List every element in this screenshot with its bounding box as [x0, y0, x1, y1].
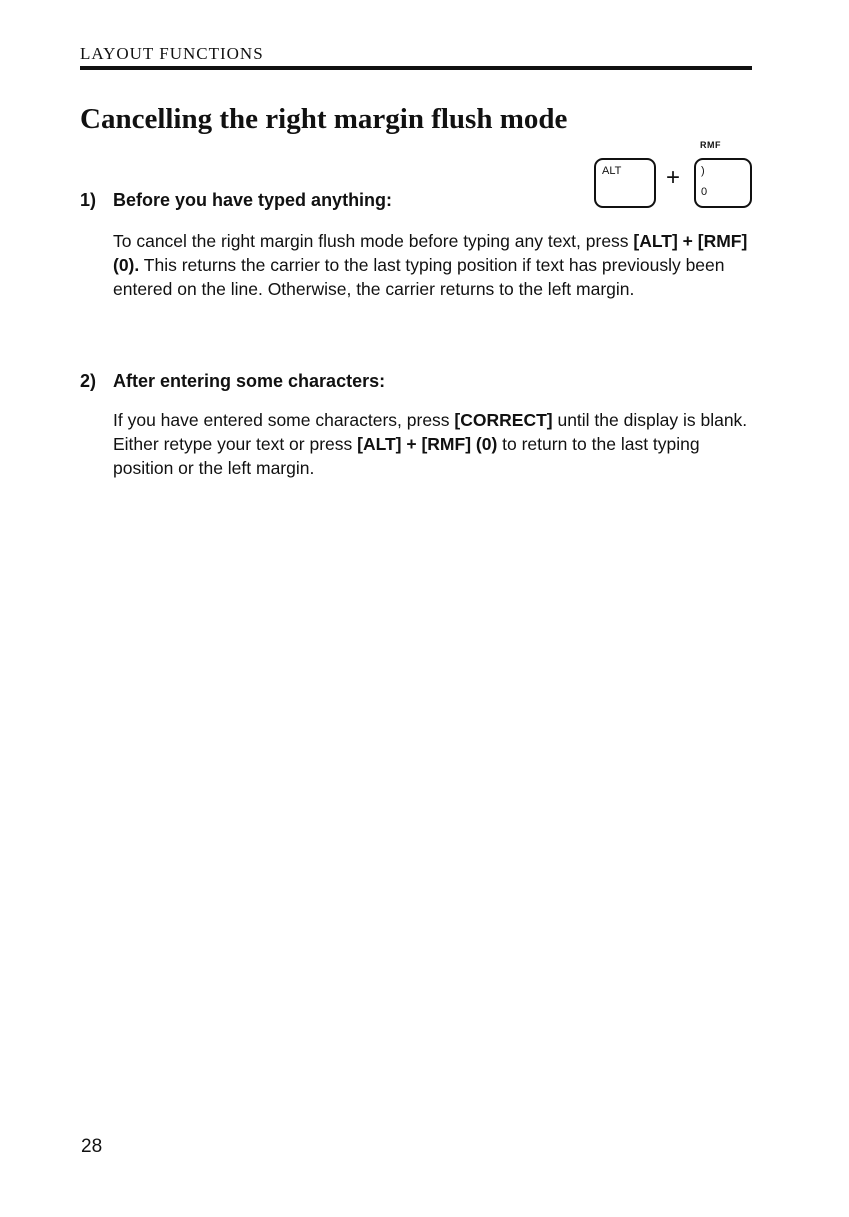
section-heading-text: Before you have typed anything:: [113, 190, 393, 210]
rmf-key-bottom-label: 0: [701, 186, 708, 198]
section-number: 2): [80, 371, 97, 391]
section-heading-text: After entering some characters:: [113, 371, 386, 391]
alt-key-icon: [594, 158, 656, 208]
section-heading-before-typing: [80, 190, 392, 211]
paragraph-run-bold: [ALT]: [633, 231, 678, 251]
header-rule: [80, 66, 752, 70]
running-header: LAYOUT FUNCTIONS: [80, 44, 264, 63]
key-combination-diagram: [594, 140, 754, 210]
section-paragraph-before-typing: [113, 229, 753, 301]
page-title: Cancelling the right margin flush mode: [80, 103, 568, 135]
paragraph-run: until the display is blank. Either retype your text or press: [113, 410, 748, 454]
paragraph-run-bold: + [RMF] (0).: [113, 231, 748, 275]
page-number: 28: [81, 1136, 103, 1157]
plus-sign: +: [666, 164, 681, 191]
section-number: 1): [80, 190, 97, 210]
rmf-key-caption: RMF: [700, 140, 721, 150]
rmf-key-icon: [694, 158, 752, 208]
paragraph-run: This returns the carrier to the last typing position if text has previously been entered on the line. Otherwise, the carrier returns to the left margin.: [113, 255, 725, 299]
alt-key-label: ALT: [602, 165, 622, 177]
rmf-key-top-label: ): [701, 165, 705, 177]
paragraph-run-bold: [ALT] + [RMF] (0): [357, 434, 498, 454]
section-heading-after-entering: [80, 371, 385, 392]
section-paragraph-after-entering: [113, 408, 753, 480]
paragraph-run: To cancel the right margin flush mode before typing any text, press: [113, 231, 634, 251]
paragraph-run: to return to the last typing position or the left margin.: [113, 434, 700, 478]
paragraph-run: If you have entered some characters, press: [113, 410, 455, 430]
paragraph-run-bold: [CORRECT]: [454, 410, 553, 430]
